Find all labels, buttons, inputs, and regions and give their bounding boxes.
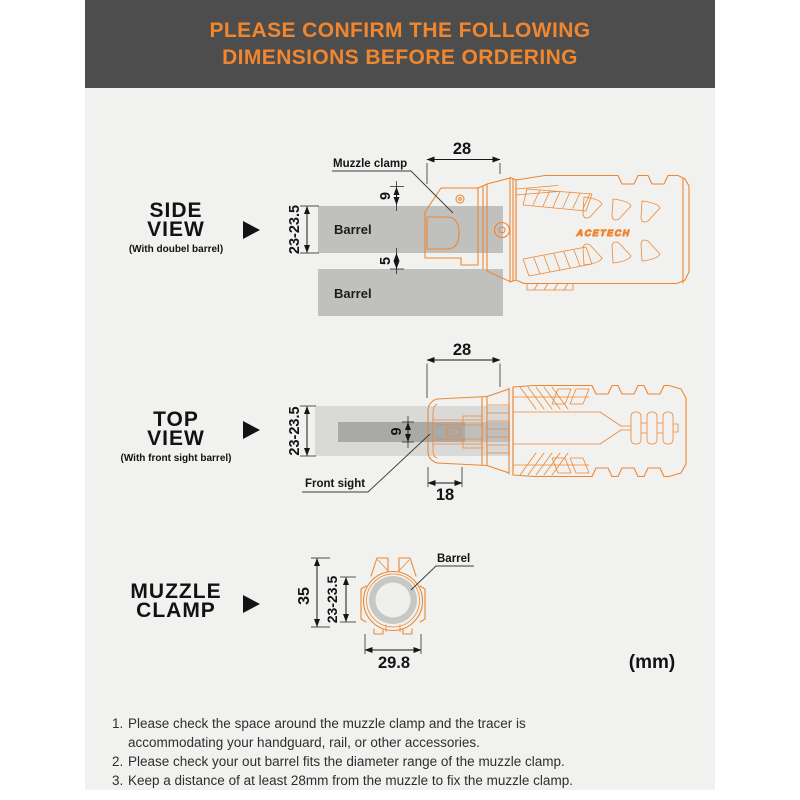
note-item-1	[112, 714, 582, 752]
side-view-pointer-icon	[243, 221, 260, 239]
dim-28-top: 28	[452, 341, 472, 359]
top-view-title-line1: TOP	[153, 408, 199, 431]
muzzle-clamp-pointer-icon	[243, 595, 260, 613]
dim-5-side: 5	[378, 256, 394, 266]
barrel-callout-label: Barrel	[437, 553, 471, 565]
footer-notes	[112, 714, 582, 790]
dim-18-top: 18	[435, 486, 455, 504]
side-view-tracer-drawing	[487, 176, 689, 291]
acetech-logo-text: ACETECH	[575, 228, 632, 238]
side-view-barrels	[318, 206, 503, 316]
dim-35-clamp: 35	[296, 587, 313, 605]
dim-9-top: 9	[389, 427, 405, 436]
front-sight-callout-label: Front sight	[305, 478, 366, 490]
muzzle-clamp-title-line1: MUZZLE	[130, 580, 222, 603]
note-number: 3.	[112, 773, 124, 788]
side-view-title-line1: SIDE	[149, 199, 203, 222]
header-line-1: PLEASE CONFIRM THE FOLLOWING	[209, 19, 591, 42]
dim-29-8-clamp: 29.8	[377, 654, 411, 672]
muzzle-clamp-callout-label: Muzzle clamp	[333, 158, 408, 170]
note-item-2	[112, 752, 582, 771]
side-view-title	[86, 199, 266, 255]
top-view-title-line2: VIEW	[147, 426, 205, 450]
dim-barrel-diameter-side: 23-23.5	[287, 204, 303, 255]
units-note: (mm)	[628, 652, 676, 673]
dim-barrel-diameter-top: 23-23.5	[287, 406, 303, 456]
header-line-2: DIMENSIONS BEFORE ORDERING	[222, 46, 578, 69]
side-barrel-top-label: Barrel	[334, 222, 372, 237]
top-view-pointer-icon	[243, 421, 260, 439]
top-view-subtitle: (With front sight barrel)	[120, 453, 232, 464]
note-text: Please check your out barrel fits the diameter range of the muzzle clamp.	[128, 754, 565, 769]
note-text: Please check the space around the muzzle clamp and the tracer is accommodating your handguard, rail, or other accessories.	[128, 716, 526, 750]
top-view-tracer-drawing	[487, 386, 686, 477]
side-view-subtitle: (With doubel barrel)	[128, 244, 224, 255]
muzzle-clamp-title-line2: CLAMP	[136, 598, 216, 622]
side-view-title-line2: VIEW	[147, 217, 205, 241]
clamp-barrel-ring	[369, 576, 417, 624]
note-number: 1.	[112, 716, 124, 731]
dim-9-side: 9	[378, 191, 394, 201]
note-text: Keep a distance of at least 28mm from the muzzle to fix the muzzle clamp.	[128, 773, 573, 788]
side-barrel-bottom-label: Barrel	[334, 286, 372, 301]
dim-barrel-diameter-clamp: 23-23.5	[324, 575, 340, 624]
header-banner	[85, 0, 715, 88]
note-item-3	[112, 771, 582, 790]
muzzle-clamp-diagram	[292, 546, 488, 678]
top-view-diagram	[285, 341, 710, 505]
top-view-barrel	[315, 406, 510, 456]
note-number: 2.	[112, 754, 124, 769]
side-view-diagram	[285, 138, 710, 333]
top-view-title	[86, 408, 266, 464]
dim-28-side: 28	[452, 140, 472, 158]
muzzle-clamp-title	[86, 580, 266, 622]
